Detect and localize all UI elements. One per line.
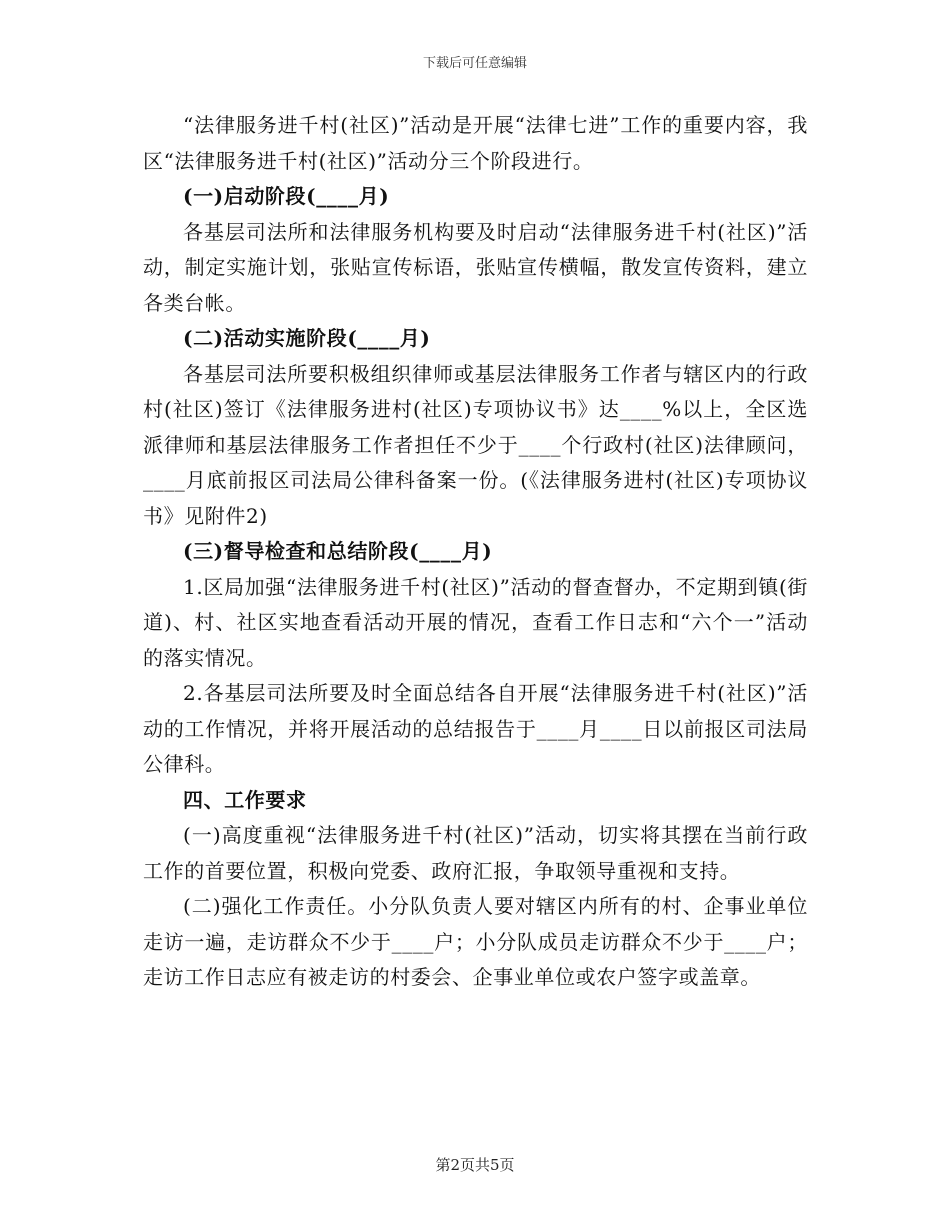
paragraph-requirement-1: (一)高度重视“法律服务进千村(社区)”活动，切实将其摆在当前行政工作的首要位置，积极向党委、政府汇报，争取领导重视和支持。 [143,823,808,883]
heading-supervision-phase: (三)督导检查和总结阶段(____月) [183,539,493,563]
paragraph-supervision-1: 1.区局加强“法律服务进千村(社区)”活动的督查督办，不定期到镇(街道)、村、社区实地查看活动开展的情况，查看工作日志和“六个一”活动的落实情况。 [143,574,808,670]
document-body [143,108,808,996]
paragraph-intro: “法律服务进千村(社区)”活动是开展“法律七进”工作的重要内容，我区“法律服务进千村(社区)”活动分三个阶段进行。 [143,113,808,173]
paragraph-implementation-phase: 各基层司法所要积极组织律师或基层法律服务工作者与辖区内的行政村(社区)签订《法律服务进村(社区)专项协议书》达____%以上，全区选派律师和基层法律服务工作者担任不少于____个行政村(社区)法律顾问，____月底前报区司法局公律科备案一份。(《法律服务进村(社区)专项协议书》见附件2) [143,361,808,528]
page-header: 下载后可任意编辑 [422,56,527,71]
paragraph-requirement-2: (二)强化工作责任。小分队负责人要对辖区内所有的村、企事业单位走访一遍，走访群众不少于____户；小分队成员走访群众不少于____户；走访工作日志应有被走访的村委会、企事业单位或农户签字或盖章。 [143,894,808,989]
heading-launch-phase: (一)启动阶段(____月) [183,184,390,208]
page-number: 第2页共5页 [435,1156,515,1174]
heading-implementation-phase: (二)活动实施阶段(____月) [183,326,431,350]
paragraph-launch-phase: 各基层司法所和法律服务机构要及时启动“法律服务进千村(社区)”活动，制定实施计划，张贴宣传标语，张贴宣传横幅，散发宣传资料，建立各类台帐。 [143,219,808,315]
heading-work-requirements: 四、工作要求 [183,787,307,812]
paragraph-supervision-2: 2.各基层司法所要及时全面总结各自开展“法律服务进千村(社区)”活动的工作情况，并将开展活动的总结报告于____月____日以前报区司法局公律科。 [143,681,808,776]
